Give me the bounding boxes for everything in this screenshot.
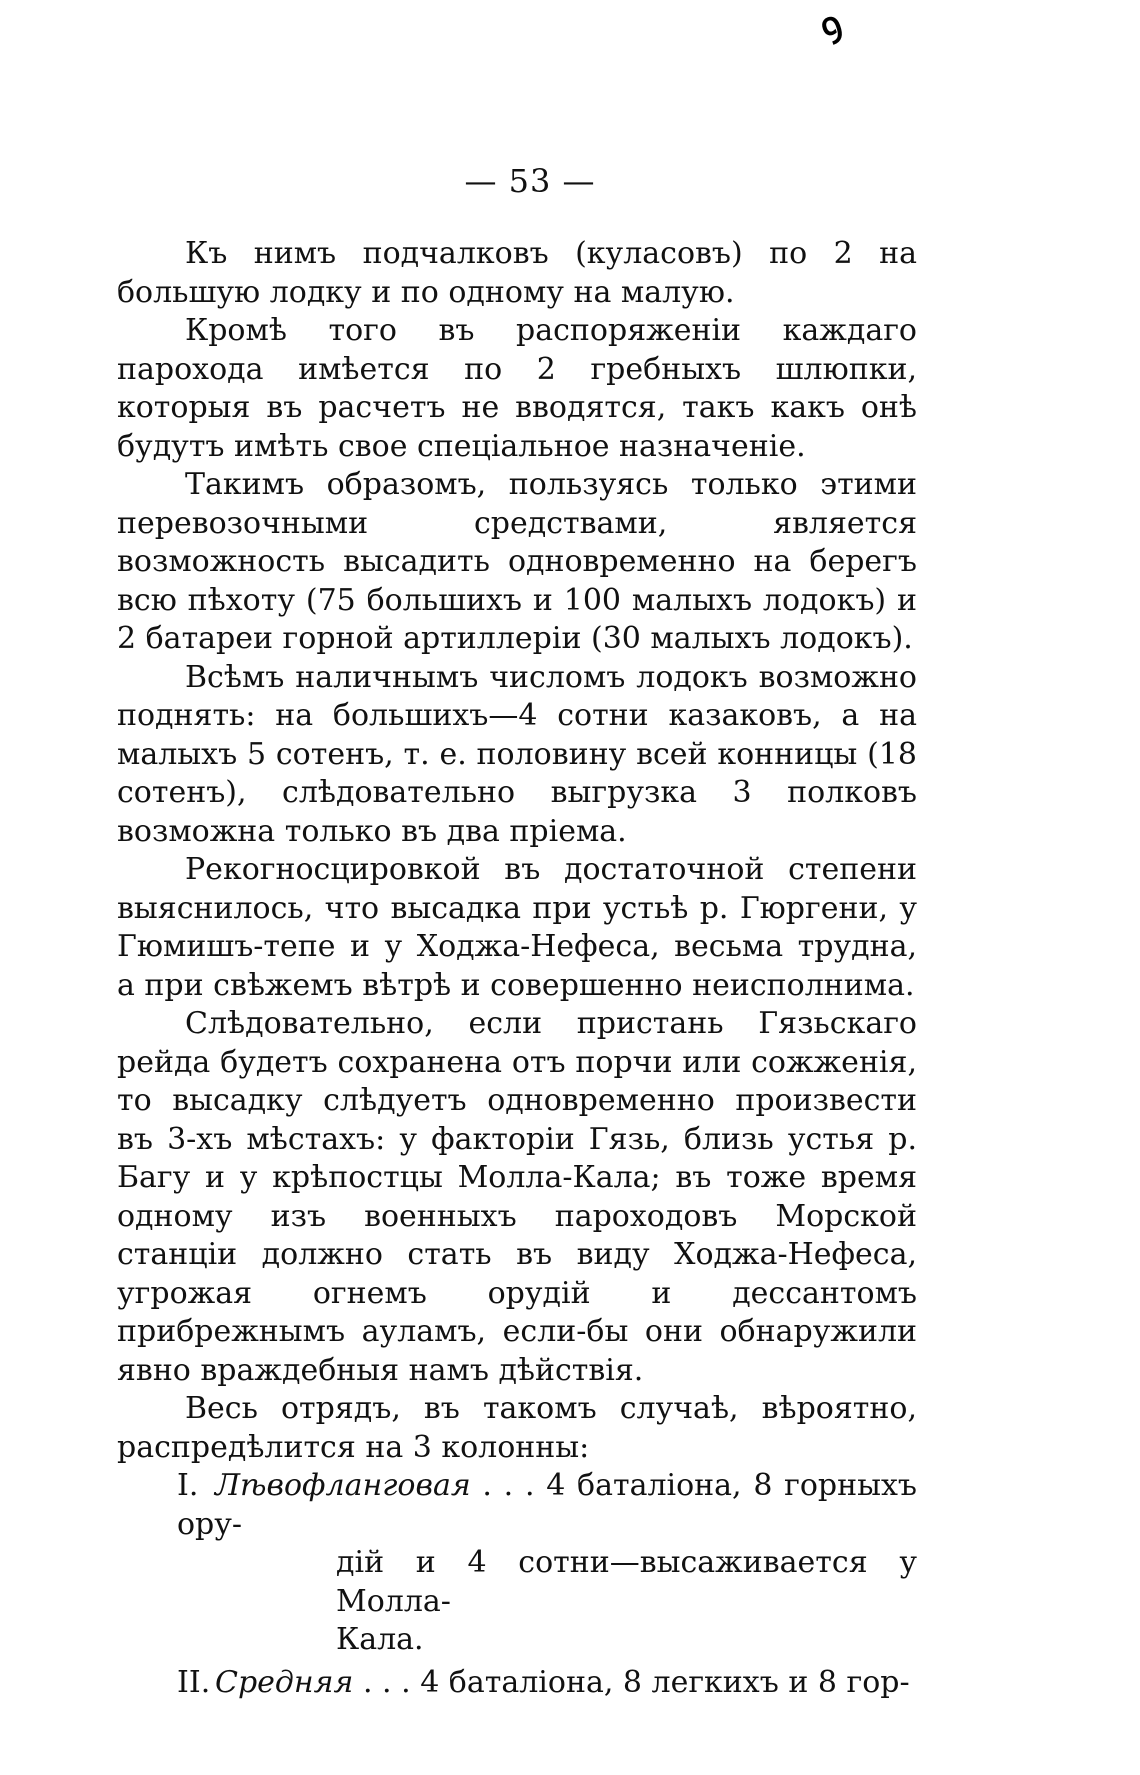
- column-1-number: I.: [177, 1468, 199, 1503]
- paragraph-4: Всѣмъ наличнымъ числомъ лодокъ возможно поднять: на большихъ—4 сотни казаковъ, а на малыхъ 5 сотенъ, т. е. половину всей конницы (18 сотенъ), слѣдовательно выгрузка 3 полковъ возможна только въ два пріема.: [117, 659, 917, 849]
- paragraph-5: Рекогносцировкой въ достаточной степени выяснилось, что высадка при устьѣ р. Гюргени, у Гюмишъ-тепе и у Ходжа-Нефеса, весьма трудна, а при свѣжемъ вѣтрѣ и совершенно неисполнима.: [117, 852, 917, 1003]
- column-2-name: Средняя: [215, 1664, 354, 1700]
- corner-ink-mark: ꝯ: [814, 2, 847, 48]
- column-2: [117, 1664, 917, 1703]
- column-2-text-1: 4 баталіона, 8 легкихъ и 8 гор-: [420, 1664, 910, 1700]
- column-1-name: Лѣвофланговая: [215, 1468, 471, 1503]
- column-2-number: II.: [177, 1664, 211, 1700]
- paragraph-7: Весь отрядъ, въ такомъ случаѣ, вѣроятно, распредѣлится на 3 колонны:: [117, 1391, 917, 1465]
- paragraph-3: Такимъ образомъ, пользуясь только этими перевозочными средствами, является возможность высадить одновременно на берегъ всю пѣхоту (75 большихъ и 100 малыхъ лодокъ) и 2 батареи горной артиллеріи (30 малыхъ лодокъ).: [117, 467, 917, 656]
- paragraph-1: Къ нимъ подчалковъ (куласовъ) по 2 на большую лодку и по одному на малую.: [117, 236, 917, 310]
- column-1-line-2: дій и 4 сотни—высаживается у Молла-: [336, 1545, 917, 1619]
- paragraph-2: Кромѣ того въ распоряженіи каждаго парохода имѣется по 2 гребныхъ шлюпки, которыя въ расчетъ не вводятся, такъ какъ онѣ будутъ имѣть свое спеціальное назначеніе.: [117, 313, 917, 464]
- page-number: — 53 —: [464, 162, 596, 200]
- paragraph-6: Слѣдовательно, если пристань Гязьскаго рейда будетъ сохранена отъ порчи или сожженія, то высадку слѣдуетъ одновременно произвести въ 3-хъ мѣстахъ: у факторіи Гязь, близь устья р. Багу и у крѣпостцы Молла-Кала; въ тоже время одному изъ военныхъ пароходовъ Морской станціи должно стать въ виду Ходжа-Нефеса, угрожая огнемъ орудій и дессантомъ прибрежнымъ ауламъ, если-бы они обнаружили явно враждебныя намъ дѣйствія.: [117, 1006, 917, 1388]
- column-1-dots: . . .: [470, 1468, 547, 1503]
- body-text: [117, 235, 917, 1702]
- column-1-line-1: [117, 1467, 917, 1544]
- column-2-dots: . . .: [353, 1664, 421, 1700]
- column-1-line-3: Кала.: [336, 1622, 424, 1657]
- column-1-text-1: 4 баталіона, 8 горныхъ ору-: [177, 1468, 917, 1542]
- column-1: [117, 1467, 917, 1660]
